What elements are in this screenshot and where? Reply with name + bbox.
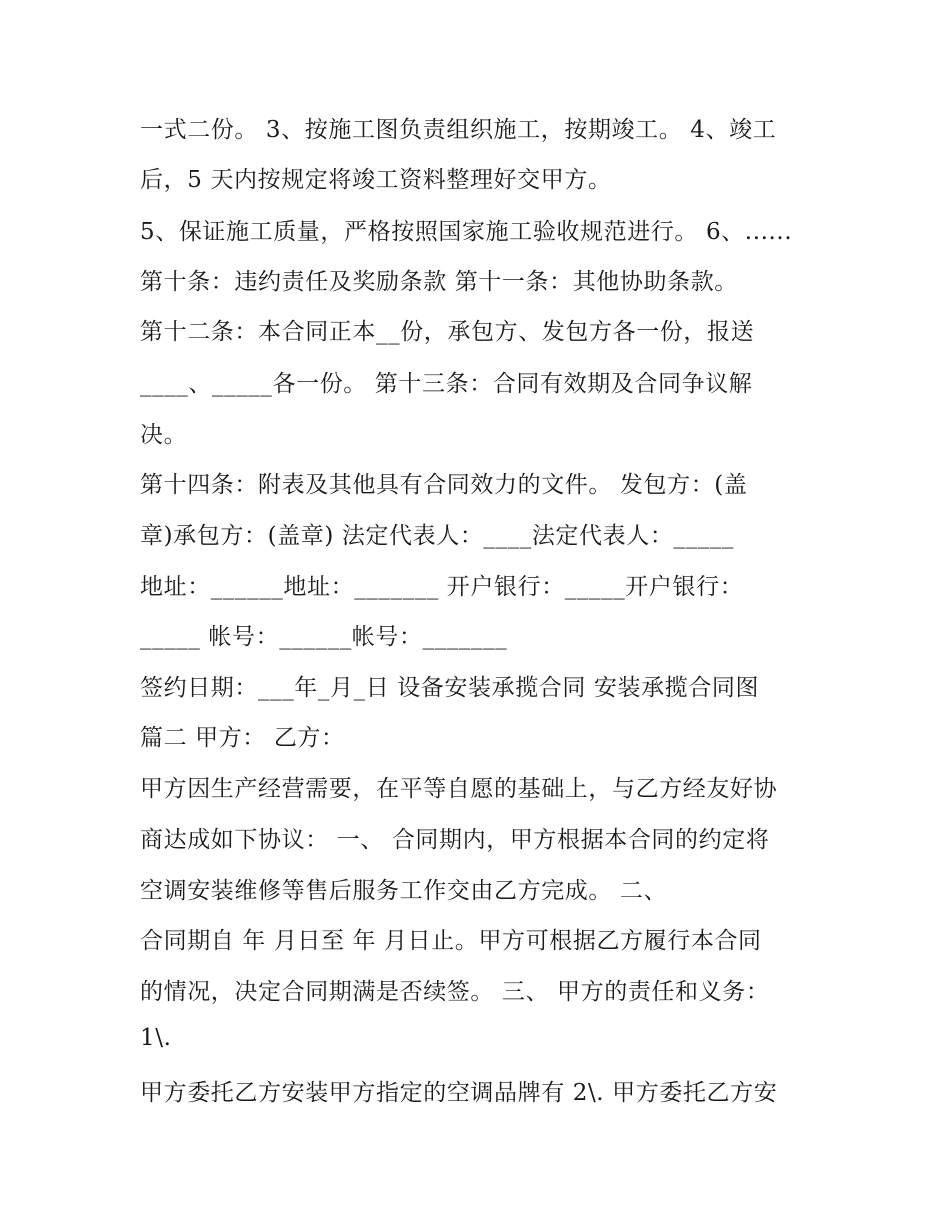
text-line-11: _____ 帐号：______帐号：_______ xyxy=(140,624,508,650)
text-line-13: 篇二 甲方： 乙方： xyxy=(140,725,345,751)
text-line-6: ____、_____各一份。 第十三条：合同有效期及合同争议解 xyxy=(140,371,753,397)
text-line-8: 第十四条：附表及其他具有合同效力的文件。 发包方：(盖 xyxy=(140,472,748,498)
text-line-7: 决。 xyxy=(140,422,188,448)
text-line-15: 商达成如下协议： 一、 合同期内，甲方根据本合同的约定将 xyxy=(140,827,770,853)
text-line-14: 甲方因生产经营需要，在平等自愿的基础上，与乙方经友好协 xyxy=(140,776,778,802)
text-line-3: 5、保证施工质量，严格按照国家施工验收规范进行。 6、...... xyxy=(140,219,793,245)
text-line-18: 的情况，决定合同期满是否续签。 三、 甲方的责任和义务： xyxy=(140,979,770,1005)
text-line-10: 地址：______地址：_______ 开户银行：_____开户银行： xyxy=(140,574,744,600)
text-line-16: 空调安装维修等售后服务工作交由乙方完成。 二、 xyxy=(140,878,668,904)
text-line-19: 1\. xyxy=(140,1025,172,1051)
text-line-2: 后，5 天内按规定将竣工资料整理好交甲方。 xyxy=(140,167,612,193)
text-line-1: 一式二份。 3、按施工图负责组织施工，按期竣工。 4、竣工 xyxy=(140,117,777,143)
text-line-4: 第十条：违约责任及奖励条款 第十一条：其他协助条款。 xyxy=(140,269,738,295)
text-line-9: 章)承包方：(盖章) 法定代表人：____法定代表人：_____ xyxy=(140,523,734,549)
text-line-12: 签约日期：___年_月_日 设备安装承揽合同 安装承揽合同图 xyxy=(140,675,760,701)
text-line-20: 甲方委托乙方安装甲方指定的空调品牌有 2\. 甲方委托乙方安 xyxy=(140,1080,778,1106)
text-line-17: 合同期自 年 月日至 年 月日止。甲方可根据乙方履行本合同 xyxy=(140,928,762,954)
text-line-5: 第十二条：本合同正本__份，承包方、发包方各一份，报送 xyxy=(140,319,755,345)
